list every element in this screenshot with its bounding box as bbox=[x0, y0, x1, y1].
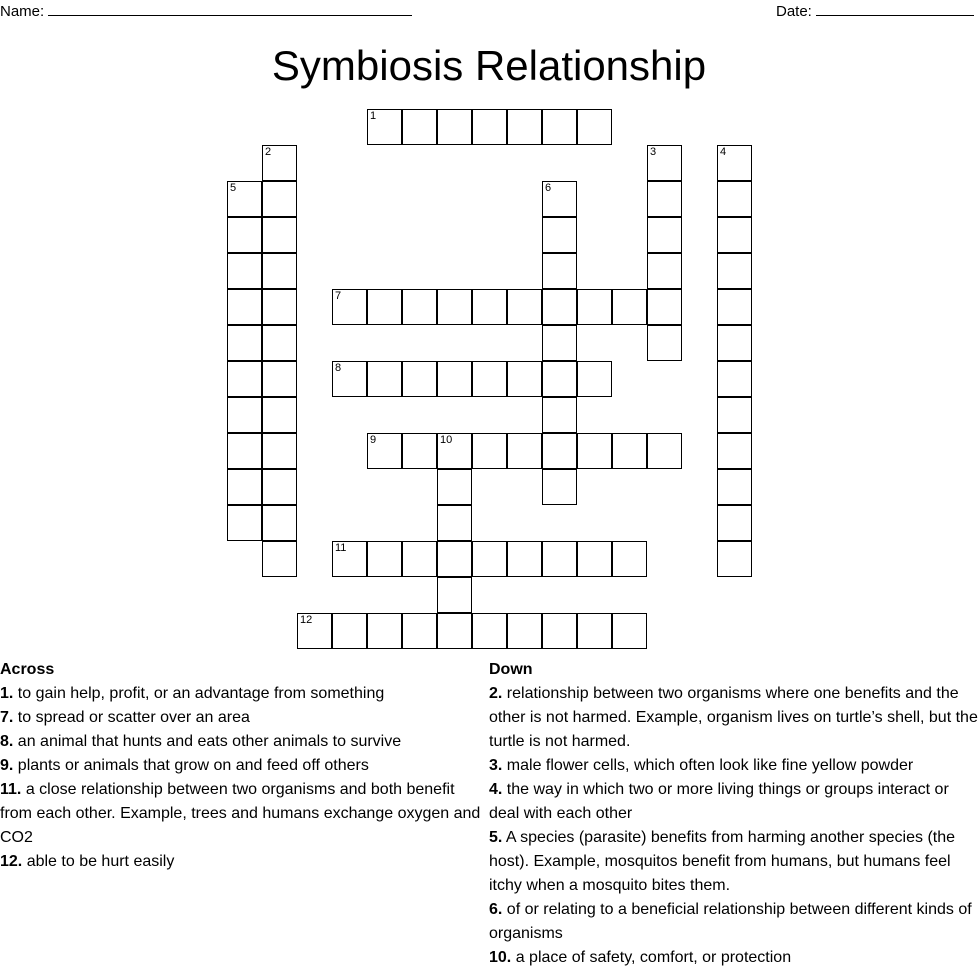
grid-cell[interactable] bbox=[367, 361, 402, 397]
clue-text: of or relating to a beneficial relationship between different kinds of organisms bbox=[489, 901, 972, 942]
grid-cell[interactable] bbox=[262, 253, 297, 289]
grid-cell[interactable] bbox=[367, 613, 402, 649]
down-clue bbox=[489, 754, 978, 778]
grid-cell[interactable] bbox=[437, 613, 472, 649]
grid-cell[interactable] bbox=[542, 541, 577, 577]
cell-number: 2 bbox=[265, 146, 272, 158]
grid-cell[interactable] bbox=[402, 541, 437, 577]
grid-cell[interactable] bbox=[542, 181, 577, 217]
grid-cell[interactable] bbox=[262, 181, 297, 217]
grid-cell[interactable] bbox=[717, 289, 752, 325]
clue-text: relationship between two organisms where one benefits and the other is not harmed. Example, organism lives on turtle’s shell, but the turtle is not harmed. bbox=[489, 685, 978, 750]
clue-number: 10. bbox=[489, 949, 512, 966]
grid-cell[interactable] bbox=[472, 613, 507, 649]
clue-text: a place of safety, comfort, or protection bbox=[515, 949, 792, 966]
cell-number: 9 bbox=[370, 434, 377, 446]
grid-cell[interactable] bbox=[227, 361, 262, 397]
across-clues bbox=[0, 658, 488, 874]
grid-cell[interactable] bbox=[367, 289, 402, 325]
grid-cell[interactable] bbox=[647, 145, 682, 181]
grid-cell[interactable] bbox=[262, 397, 297, 433]
grid-cell[interactable] bbox=[227, 469, 262, 505]
grid-cell[interactable] bbox=[227, 289, 262, 325]
down-clue bbox=[489, 898, 978, 946]
grid-cell[interactable] bbox=[507, 541, 542, 577]
grid-cell[interactable] bbox=[612, 541, 647, 577]
cell-number: 11 bbox=[335, 542, 347, 554]
grid-cell[interactable] bbox=[262, 541, 297, 577]
grid-cell[interactable] bbox=[647, 217, 682, 253]
grid-cell[interactable] bbox=[507, 109, 542, 145]
cell-number: 1 bbox=[370, 110, 377, 122]
grid-cell[interactable] bbox=[437, 361, 472, 397]
grid-cell[interactable] bbox=[472, 289, 507, 325]
grid-cell[interactable] bbox=[717, 181, 752, 217]
grid-cell[interactable] bbox=[227, 505, 262, 541]
grid-cell[interactable] bbox=[717, 361, 752, 397]
grid-cell[interactable] bbox=[612, 289, 647, 325]
grid-cell[interactable] bbox=[717, 469, 752, 505]
across-clue bbox=[0, 778, 488, 850]
grid-cell[interactable] bbox=[262, 145, 297, 181]
name-label: Name: bbox=[0, 3, 45, 20]
grid-cell[interactable] bbox=[402, 109, 437, 145]
across-heading: Across bbox=[0, 661, 55, 678]
cell-number: 12 bbox=[300, 614, 313, 626]
clue-text: able to be hurt easily bbox=[26, 853, 175, 870]
grid-cell[interactable] bbox=[332, 613, 367, 649]
grid-cell[interactable] bbox=[542, 253, 577, 289]
cell-number: 6 bbox=[545, 182, 552, 194]
cell-number: 7 bbox=[335, 290, 342, 302]
grid-cell[interactable] bbox=[472, 541, 507, 577]
grid-cell[interactable] bbox=[542, 433, 577, 469]
grid-cell[interactable] bbox=[332, 361, 367, 397]
cell-number: 3 bbox=[650, 146, 657, 158]
grid-cell[interactable] bbox=[717, 325, 752, 361]
down-heading: Down bbox=[489, 661, 533, 678]
grid-cell[interactable] bbox=[472, 433, 507, 469]
grid-cell[interactable] bbox=[472, 109, 507, 145]
down-clue bbox=[489, 946, 978, 970]
grid-cell[interactable] bbox=[262, 217, 297, 253]
grid-cell[interactable] bbox=[227, 325, 262, 361]
grid-cell[interactable] bbox=[437, 433, 472, 469]
grid-cell[interactable] bbox=[717, 145, 752, 181]
across-clue bbox=[0, 682, 488, 706]
clue-text: to spread or scatter over an area bbox=[17, 709, 250, 726]
grid-cell[interactable] bbox=[542, 109, 577, 145]
grid-cell[interactable] bbox=[227, 397, 262, 433]
grid-cell[interactable] bbox=[507, 433, 542, 469]
grid-cell[interactable] bbox=[717, 217, 752, 253]
grid-cell[interactable] bbox=[577, 433, 612, 469]
clue-number: 3. bbox=[489, 757, 503, 774]
grid-cell[interactable] bbox=[612, 433, 647, 469]
clue-number: 9. bbox=[0, 757, 14, 774]
grid-cell[interactable] bbox=[437, 541, 472, 577]
grid-cell[interactable] bbox=[402, 361, 437, 397]
grid-cell[interactable] bbox=[297, 613, 332, 649]
clue-number: 5. bbox=[489, 829, 503, 846]
grid-cell[interactable] bbox=[437, 469, 472, 505]
clue-text: A species (parasite) benefits from harming another species (the host). Example, mosquitos benefit from humans, but humans feel itchy when a mosquito bites them. bbox=[489, 829, 956, 894]
grid-cell[interactable] bbox=[542, 469, 577, 505]
grid-cell[interactable] bbox=[367, 541, 402, 577]
grid-cell[interactable] bbox=[437, 577, 472, 613]
grid-cell[interactable] bbox=[367, 433, 402, 469]
grid-cell[interactable] bbox=[577, 109, 612, 145]
grid-cell[interactable] bbox=[647, 433, 682, 469]
grid-cell[interactable] bbox=[262, 469, 297, 505]
grid-cell[interactable] bbox=[402, 613, 437, 649]
grid-cell[interactable] bbox=[262, 433, 297, 469]
clue-number: 12. bbox=[0, 853, 23, 870]
grid-cell[interactable] bbox=[227, 253, 262, 289]
grid-cell[interactable] bbox=[402, 289, 437, 325]
grid-cell[interactable] bbox=[647, 253, 682, 289]
clue-number: 8. bbox=[0, 733, 14, 750]
clue-number: 4. bbox=[489, 781, 503, 798]
grid-cell[interactable] bbox=[717, 433, 752, 469]
cell-number: 5 bbox=[230, 182, 237, 194]
grid-cell[interactable] bbox=[577, 613, 612, 649]
grid-cell[interactable] bbox=[472, 361, 507, 397]
grid-cell[interactable] bbox=[332, 541, 367, 577]
down-clues bbox=[489, 658, 978, 970]
clue-number: 1. bbox=[0, 685, 14, 702]
clue-number: 11. bbox=[0, 781, 22, 798]
grid-cell[interactable] bbox=[542, 217, 577, 253]
clue-text: a close relationship between two organisms and both benefit from each other. Example, trees and humans exchange oxygen and CO2 bbox=[0, 781, 481, 846]
grid-cell[interactable] bbox=[227, 217, 262, 253]
grid-cell[interactable] bbox=[367, 109, 402, 145]
clue-text: plants or animals that grow on and feed off others bbox=[17, 757, 369, 774]
clue-text: to gain help, profit, or an advantage from something bbox=[17, 685, 385, 702]
grid-cell[interactable] bbox=[612, 613, 647, 649]
cell-number: 8 bbox=[335, 362, 342, 374]
grid-cell[interactable] bbox=[227, 433, 262, 469]
grid-cell[interactable] bbox=[717, 505, 752, 541]
grid-cell[interactable] bbox=[717, 541, 752, 577]
across-clue bbox=[0, 706, 488, 730]
grid-cell[interactable] bbox=[577, 541, 612, 577]
cell-number: 10 bbox=[440, 434, 453, 446]
grid-cell[interactable] bbox=[647, 181, 682, 217]
grid-cell[interactable] bbox=[647, 325, 682, 361]
clue-number: 2. bbox=[489, 685, 503, 702]
grid-cell[interactable] bbox=[437, 289, 472, 325]
clue-number: 7. bbox=[0, 709, 14, 726]
grid-cell[interactable] bbox=[227, 181, 262, 217]
grid-cell[interactable] bbox=[717, 397, 752, 433]
grid-cell[interactable] bbox=[577, 289, 612, 325]
grid-cell[interactable] bbox=[542, 361, 577, 397]
clue-text: an animal that hunts and eats other animals to survive bbox=[17, 733, 402, 750]
grid-cell[interactable] bbox=[542, 289, 577, 325]
grid-cell[interactable] bbox=[507, 613, 542, 649]
grid-cell[interactable] bbox=[542, 397, 577, 433]
down-clue bbox=[489, 826, 978, 898]
grid-cell[interactable] bbox=[332, 289, 367, 325]
grid-cell[interactable] bbox=[262, 325, 297, 361]
across-clue bbox=[0, 754, 488, 778]
grid-cell[interactable] bbox=[577, 361, 612, 397]
grid-cell[interactable] bbox=[647, 289, 682, 325]
grid-cell[interactable] bbox=[507, 289, 542, 325]
clue-text: male flower cells, which often look like fine yellow powder bbox=[506, 757, 914, 774]
grid-cell[interactable] bbox=[507, 361, 542, 397]
date-label: Date: bbox=[776, 3, 812, 20]
across-clue bbox=[0, 730, 488, 754]
down-clue bbox=[489, 778, 978, 826]
grid-cell[interactable] bbox=[437, 505, 472, 541]
cell-number: 4 bbox=[720, 146, 727, 158]
grid-cell[interactable] bbox=[262, 289, 297, 325]
grid-cell[interactable] bbox=[437, 109, 472, 145]
across-clue bbox=[0, 850, 488, 874]
clue-text: the way in which two or more living things or groups interact or deal with each other bbox=[489, 781, 949, 822]
down-clue bbox=[489, 682, 978, 754]
grid-cell[interactable] bbox=[542, 613, 577, 649]
grid-cell[interactable] bbox=[262, 361, 297, 397]
grid-cell[interactable] bbox=[542, 325, 577, 361]
clue-number: 6. bbox=[489, 901, 503, 918]
page-title: Symbiosis Relationship bbox=[271, 42, 707, 89]
grid-cell[interactable] bbox=[402, 433, 437, 469]
grid-cell[interactable] bbox=[262, 505, 297, 541]
grid-cell[interactable] bbox=[717, 253, 752, 289]
